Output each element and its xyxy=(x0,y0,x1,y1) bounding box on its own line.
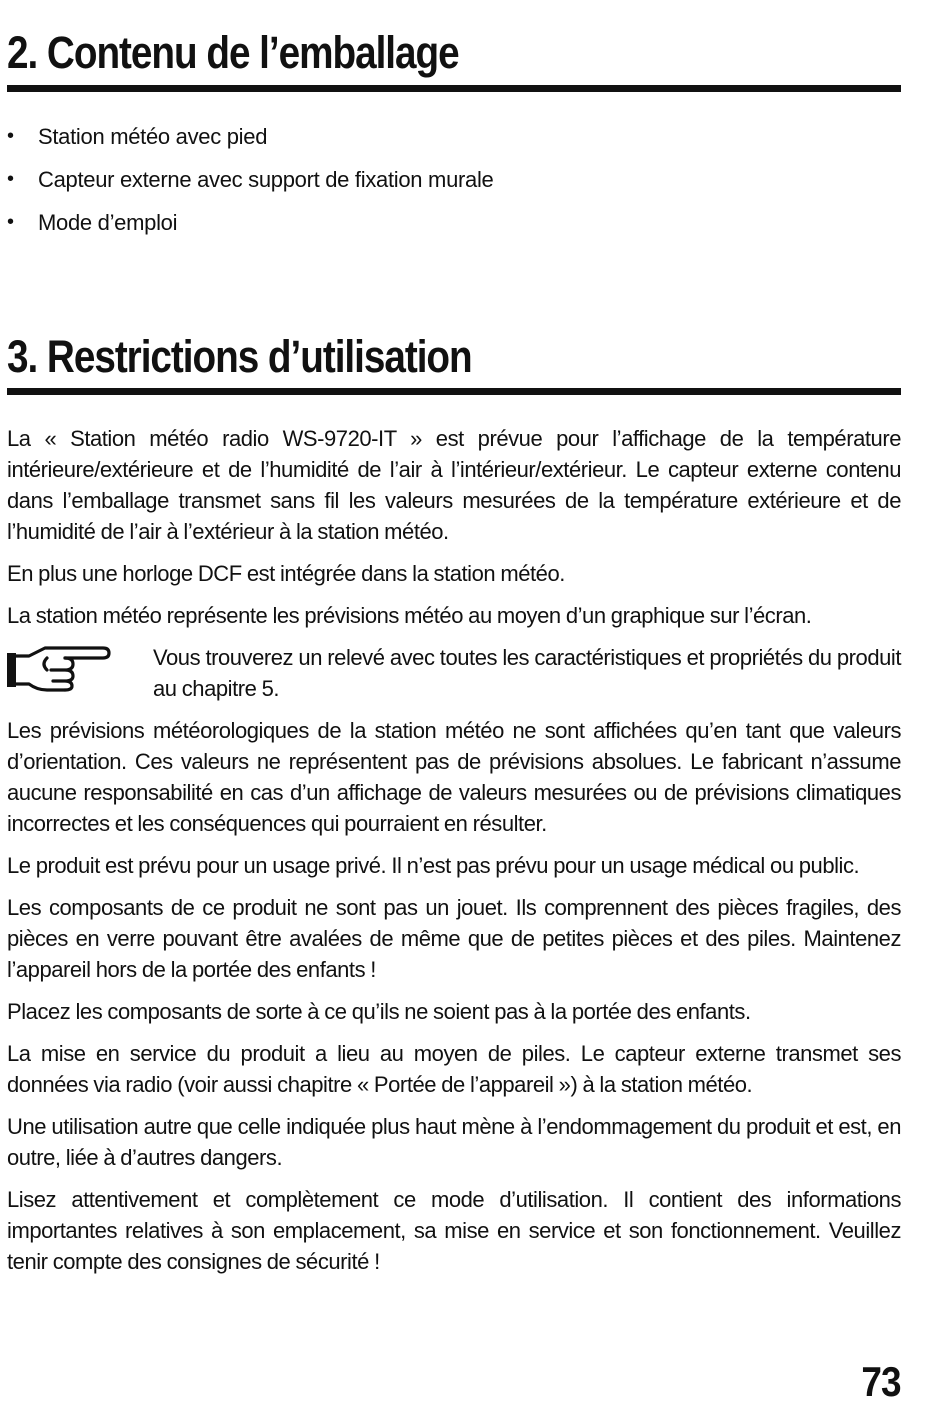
paragraph: La mise en service du produit a lieu au moyen de piles. Le capteur externe transmet ses données via radio (voir aussi chapitre « Portée de l’appareil ») à la station météo. xyxy=(7,1041,901,1097)
section-3-body xyxy=(7,423,901,1288)
section-3-rule xyxy=(7,388,901,395)
list-item-text: Mode d’emploi xyxy=(38,210,178,235)
paragraph: Lisez attentivement et complètement ce mode d’utilisation. Il contient des informations importantes relatives à son emplacement, sa mise en service et son fonctionnement. Veuillez tenir compte des consignes de sécurité ! xyxy=(7,1187,901,1274)
section-2-rule xyxy=(7,85,901,92)
note-text: Vous trouverez un relevé avec toutes les caractéristiques et propriétés du produit au chapitre 5. xyxy=(153,645,901,701)
paragraph: Une utilisation autre que celle indiquée plus haut mène à l’endommagement du produit et est, en outre, liée à d’autres dangers. xyxy=(7,1114,901,1170)
paragraph: Les composants de ce produit ne sont pas un jouet. Ils comprennent des pièces fragiles, des pièces en verre pouvant être avalées de même que de petites pièces et des piles. Maintenez l’appareil hors de la portée des enfants ! xyxy=(7,895,901,982)
section-3-heading: 3. Restrictions d’utilisation xyxy=(7,331,472,382)
bullet-icon: • xyxy=(7,211,14,233)
paragraph: La station météo représente les prévisions météo au moyen d’un graphique sur l’écran. xyxy=(7,603,812,628)
bullet-icon: • xyxy=(7,168,14,190)
page-number: 73 xyxy=(861,1358,901,1405)
list-item xyxy=(7,201,494,244)
paragraph: Les prévisions météorologiques de la station météo ne sont affichées qu’en tant que valeurs d’orientation. Ces valeurs ne représentent pas de prévisions absolues. Le fabricant n’assume aucune responsabilité en cas d’un affichage de valeurs mesurées ou de prévisions climatiques incorrectes et les conséquences qui pourraient en résulter. xyxy=(7,718,901,836)
list-item-text: Station météo avec pied xyxy=(38,124,268,149)
list-item-text: Capteur externe avec support de fixation murale xyxy=(38,167,494,192)
paragraph: Placez les composants de sorte à ce qu’ils ne soient pas à la portée des enfants. xyxy=(7,999,751,1024)
paragraph: Le produit est prévu pour un usage privé. Il n’est pas prévu pour un usage médical ou public. xyxy=(7,853,860,878)
list-item xyxy=(7,115,494,158)
package-contents-list xyxy=(7,115,494,244)
section-2-heading: 2. Contenu de l’emballage xyxy=(7,27,459,78)
bullet-icon: • xyxy=(7,125,14,147)
pointing-hand-icon xyxy=(7,644,111,694)
paragraph: La « Station météo radio WS-9720-IT » est prévue pour l’affichage de la température intérieure/extérieure et de l’humidité de l’air à l’intérieur/extérieur. Le capteur externe contenu dans l’emballage transmet sans fil les valeurs mesurées de la température extérieure et de l’humidité de l’air à l’extérieur à la station météo. xyxy=(7,426,901,544)
note-block xyxy=(7,642,901,704)
list-item xyxy=(7,158,494,201)
paragraph: En plus une horloge DCF est intégrée dans la station météo. xyxy=(7,561,565,586)
